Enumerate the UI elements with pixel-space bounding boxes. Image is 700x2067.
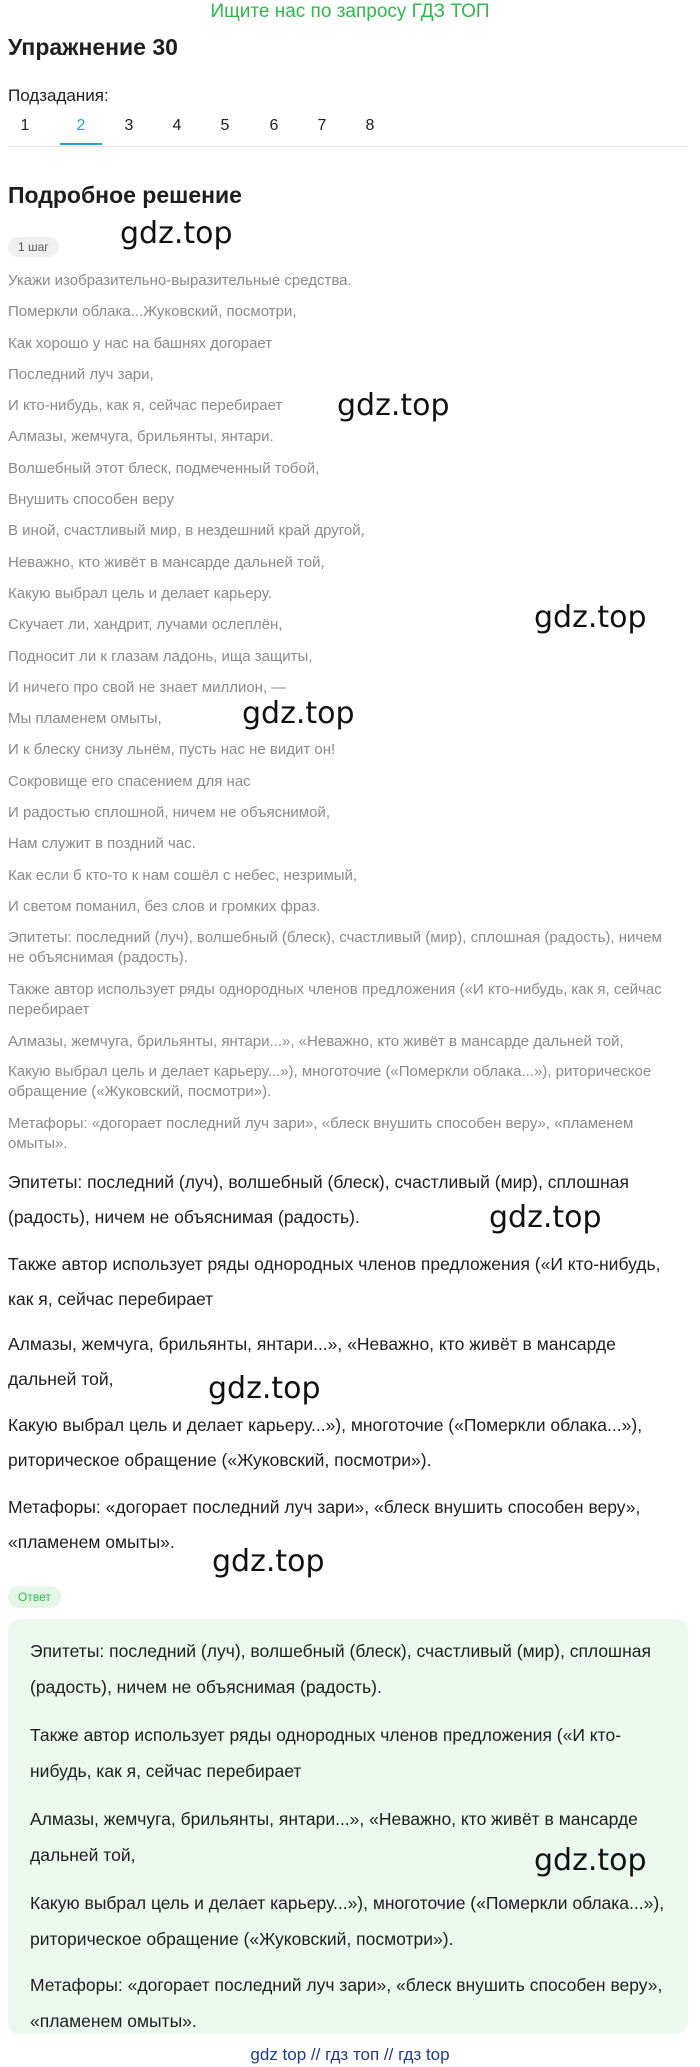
task-line: Сокровище его спасением для нас [8,772,251,790]
watermark: gdz.top [120,216,233,251]
watermark: gdz.top [534,600,647,635]
task-line: В иной, счастливый мир, в нездешний край другой, [8,522,365,540]
solution-paragraph: Алмазы, жемчуга, брильянты, янтари...», «Неважно, кто живёт в мансарде дальней той, [8,1334,616,1389]
tab-8[interactable]: 8 [365,117,375,134]
solution-paragraph: Также автор использует ряды однородных членов предложения («И кто-нибудь, как я, сейчас перебирает [8,1254,661,1309]
task-line: Последний луч зари, [8,365,154,383]
gray-paragraph: Эпитеты: последний (луч), волшебный (блеск), счастливый (мир), сплошная (радость), ничем не объяснимая (радость). [8,929,662,966]
page-title: Упражнение 30 [8,34,178,60]
subtasks-label: Подзадания: [8,86,109,105]
solution-paragraph: Какую выбрал цель и делает карьеру...»), многоточие («Померкли облака...»), риторическое обращение («Жуковский, посмотри»). [8,1415,643,1470]
task-line: Волшебный этот блеск, подмеченный тобой, [8,459,320,477]
task-line: Нам служит в поздний час. [8,835,196,853]
gray-paragraph: Также автор использует ряды однородных членов предложения («И кто-нибудь, как я, сейчас перебирает [8,981,662,1018]
task-line: Как хорошо у нас на башнях догорает [8,334,273,352]
answer-paragraph: Эпитеты: последний (луч), волшебный (блеск), счастливый (мир), сплошная (радость), ничем не объяснимая (радость). [30,1641,651,1697]
watermark: gdz.top [489,1200,602,1235]
tab-1[interactable]: 1 [20,117,30,134]
task-line: Скучает ли, хандрит, лучами ослеплён, [8,616,283,634]
answer-paragraph: Метафоры: «догорает последний луч зари», «блеск внушить способен веру», «пламенем омыты». [30,1975,663,2031]
task-line: И ничего про свой не знает миллион, — [8,678,287,696]
watermark: gdz.top [212,1544,325,1579]
solution-paragraph: Эпитеты: последний (луч), волшебный (блеск), счастливый (мир), сплошная (радость), ничем не объяснимая (радость). [8,1172,629,1227]
watermark: gdz.top [534,1843,647,1878]
gray-paragraph: Метафоры: «догорает последний луч зари», «блеск внушить способен веру», «пламенем омыты». [8,1115,634,1152]
step-badge: 1 шаг [8,237,59,257]
task-line: Алмазы, жемчуга, брильянты, янтари. [8,428,274,446]
watermark: gdz.top [242,696,355,731]
task-line: Внушить способен веру [8,491,175,509]
task-line: Укажи изобразительно-выразительные средства. [8,272,352,289]
tab-4[interactable]: 4 [172,117,182,134]
answer-paragraph: Также автор использует ряды однородных членов предложения («И кто-нибудь, как я, сейчас перебирает [30,1725,622,1781]
watermark: gdz.top [208,1371,321,1406]
solution-paragraph: Метафоры: «догорает последний луч зари», «блеск внушить способен веру», «пламенем омыты». [8,1497,641,1552]
tab-5[interactable]: 5 [220,117,230,134]
tab-6[interactable]: 6 [269,117,279,134]
answer-badge: Ответ [8,1586,61,1608]
tab-3[interactable]: 3 [124,117,134,134]
tab-2[interactable]: 2 [76,117,86,134]
task-line: И кто-нибудь, как я, сейчас перебирает [8,397,283,415]
task-line: Какую выбрал цель и делает карьеру. [8,584,272,602]
active-tab-indicator [60,143,102,145]
gray-paragraph: Алмазы, жемчуга, брильянты, янтари...», «Неважно, кто живёт в мансарде дальней той, [8,1033,624,1050]
watermark: gdz.top [337,388,450,423]
task-line: Как если б кто-то к нам сошёл с небес, незримый, [8,866,358,884]
task-line: И к блеску снизу льнём, пусть нас не видит он! [8,741,336,759]
gray-paragraph: Какую выбрал цель и делает карьеру...»), многоточие («Померкли облака...»), риторическое обращение («Жуковский, посмотри»). [8,1063,652,1100]
task-line: И светом поманил, без слов и громких фраз. [8,897,321,915]
task-line: Померкли облака...Жуковский, посмотри, [8,303,297,321]
task-line: И радостью сплошной, ничем не объяснимой, [8,804,330,822]
section-title: Подробное решение [8,182,242,208]
top-banner[interactable]: Ищите нас по запросу ГДЗ ТОП [210,1,490,22]
task-line: Неважно, кто живёт в мансарде дальней той, [8,553,325,571]
answer-paragraph: Какую выбрал цель и делает карьеру...»), многоточие («Померкли облака...»), риторическое обращение («Жуковский, посмотри»). [30,1893,665,1949]
task-line: Мы пламенем омыты, [8,710,162,728]
answer-box [8,1619,688,2034]
tab-7[interactable]: 7 [317,117,327,134]
footer-links[interactable]: gdz top // гдз топ // гдз top [250,2045,450,2064]
answer-paragraph: Алмазы, жемчуга, брильянты, янтари...», «Неважно, кто живёт в мансарде дальней той, [30,1809,638,1865]
subtask-tabs [8,116,688,147]
task-line: Подносит ли к глазам ладонь, ища защиты, [8,647,313,665]
